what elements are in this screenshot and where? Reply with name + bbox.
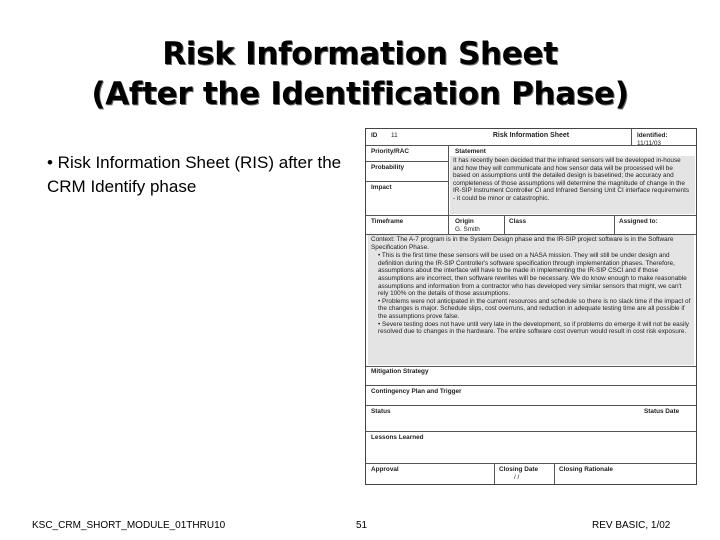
form-context-point-1: • This is the first time these sensors will be used on a NASA mission. They will still be under design and definition during the IR-SIP Controller's software specification through implementation phases. Therefore, assumptions about the interface will have to be made in implementing the IR-SIP CSCI and if those assumptions are incorrect, then software rewrites will be necessary. We do know enough to make reasonable assumptions and information from a contractor who has developed very similar sensors that might, we can't rely 100% on the details of those assumptions.: [378, 252, 687, 298]
risk-information-sheet-form: [365, 128, 697, 485]
form-rule: [554, 463, 555, 484]
form-probability-label: Probability: [371, 164, 405, 171]
form-context-point-3-text: Severe testing does not have until very late in the development, so if problems do emerge it will not be easily resolved due to changes in the hardware. The entire software cost overrun would result in cost risk exposure.: [378, 320, 689, 336]
form-timeframe-label: Timeframe: [371, 218, 404, 225]
form-id-value: 11: [391, 132, 398, 139]
form-header: Risk Information Sheet: [492, 132, 570, 139]
form-origin-label: Origin: [455, 218, 474, 225]
form-rule: [448, 215, 449, 235]
form-context-point-2: • Problems were not anticipated in the current resources and schedule so there is no slack time if the impact of the changes is major. Schedule slips, cost overruns, and reduction in adequate testing time are all possible if the assumptions prove false.: [378, 297, 691, 320]
title-line-1: Risk Information Sheet: [162, 36, 558, 72]
form-closing-rationale-label: Closing Rationale: [559, 466, 613, 473]
form-context-point-1-text: This is the first time these sensors will be used on a NASA mission. They will still be under design and definition during the IR-SIP Controller's software specification through implementation phases. Therefore, assumptions about the interface will have to be made in implementing the IR-SIP CSCI and if those assumptions are incorrect, then software rewrites will be necessary. We do know enough to make reasonable assumptions and information from a contractor who has developed very similar sensors that might, we can't rely 100% on the details of those assumptions.: [378, 252, 687, 298]
form-contingency-label: Contingency Plan and Trigger: [371, 388, 462, 395]
form-priority-label: Priority/RAC: [371, 148, 409, 155]
slide-title: [0, 34, 720, 114]
form-rule: [366, 463, 696, 464]
bullet-text: • Risk Information Sheet (RIS) after the CRM Identify phase: [47, 153, 342, 196]
footer-page-number: 51: [356, 520, 368, 531]
form-context-text: Context: The A-7 program is in the System Design phase and the IR-SIP project software is in the Software Specification Phase.: [371, 236, 674, 251]
form-context-point-2-text: Problems were not anticipated in the current resources and schedule so there is no slack time if the impact of the changes is major. Schedule slips, cost overruns, and reduction in adequate testing time are all possible if the assumptions prove false.: [378, 297, 691, 320]
form-rule: [494, 463, 495, 484]
form-rule: [366, 181, 448, 182]
form-statement-text: It has recently been decided that the infrared sensors will be developed in-house and how they will communicate and how sensor data will be processed will be based on assumptions until the detailed design is baselined; the accuracy and completeness of those assumptions will determine the magnitude of change in the IR-SIP Instrument Controller CI and Infrared Sensing Unit CI interface requirements - it could be minor or catastrophic.: [450, 156, 695, 214]
form-identified-label: Identified:: [637, 132, 668, 139]
form-status-label: Status: [371, 408, 391, 415]
form-rule: [448, 145, 449, 215]
form-approval-label: Approval: [371, 466, 399, 473]
form-rule: [366, 145, 696, 146]
form-rule: [366, 405, 696, 406]
form-rule: [366, 161, 448, 162]
form-class-label: Class: [509, 218, 527, 225]
form-rule: [631, 129, 632, 145]
form-statement-label: Statement: [455, 148, 486, 155]
form-id-label: ID: [371, 132, 378, 139]
form-rule: [366, 385, 696, 386]
form-rule: [366, 234, 696, 235]
form-impact-label: Impact: [371, 184, 392, 191]
form-rule: [366, 215, 696, 216]
form-closing-date-value: / /: [514, 474, 520, 481]
form-lessons-label: Lessons Learned: [371, 434, 424, 441]
form-rule: [614, 215, 615, 235]
footer-revision: REV BASIC, 1/02: [592, 520, 671, 531]
title-line-2: (After the Identification Phase): [91, 76, 629, 112]
form-rule: [366, 431, 696, 432]
form-rule: [366, 366, 696, 367]
form-identified-value: 11/11/03: [637, 140, 661, 147]
form-assigned-label: Assigned to:: [619, 218, 658, 225]
form-status-date-label: Status Date: [644, 408, 680, 415]
form-rule: [504, 215, 505, 235]
form-origin-value: G. Smith: [455, 226, 480, 233]
footer-module-id: KSC_CRM_SHORT_MODULE_01THRU10: [32, 520, 226, 531]
form-context: [368, 235, 694, 365]
form-mitigation-label: Mitigation Strategy: [371, 368, 429, 375]
form-context-point-3: • Severe testing does not have until very late in the development, so if problems do emerge it will not be easily resolved due to changes in the hardware. The entire software cost overrun would result in cost risk exposure.: [378, 320, 689, 336]
form-closing-date-label: Closing Date: [499, 466, 539, 473]
